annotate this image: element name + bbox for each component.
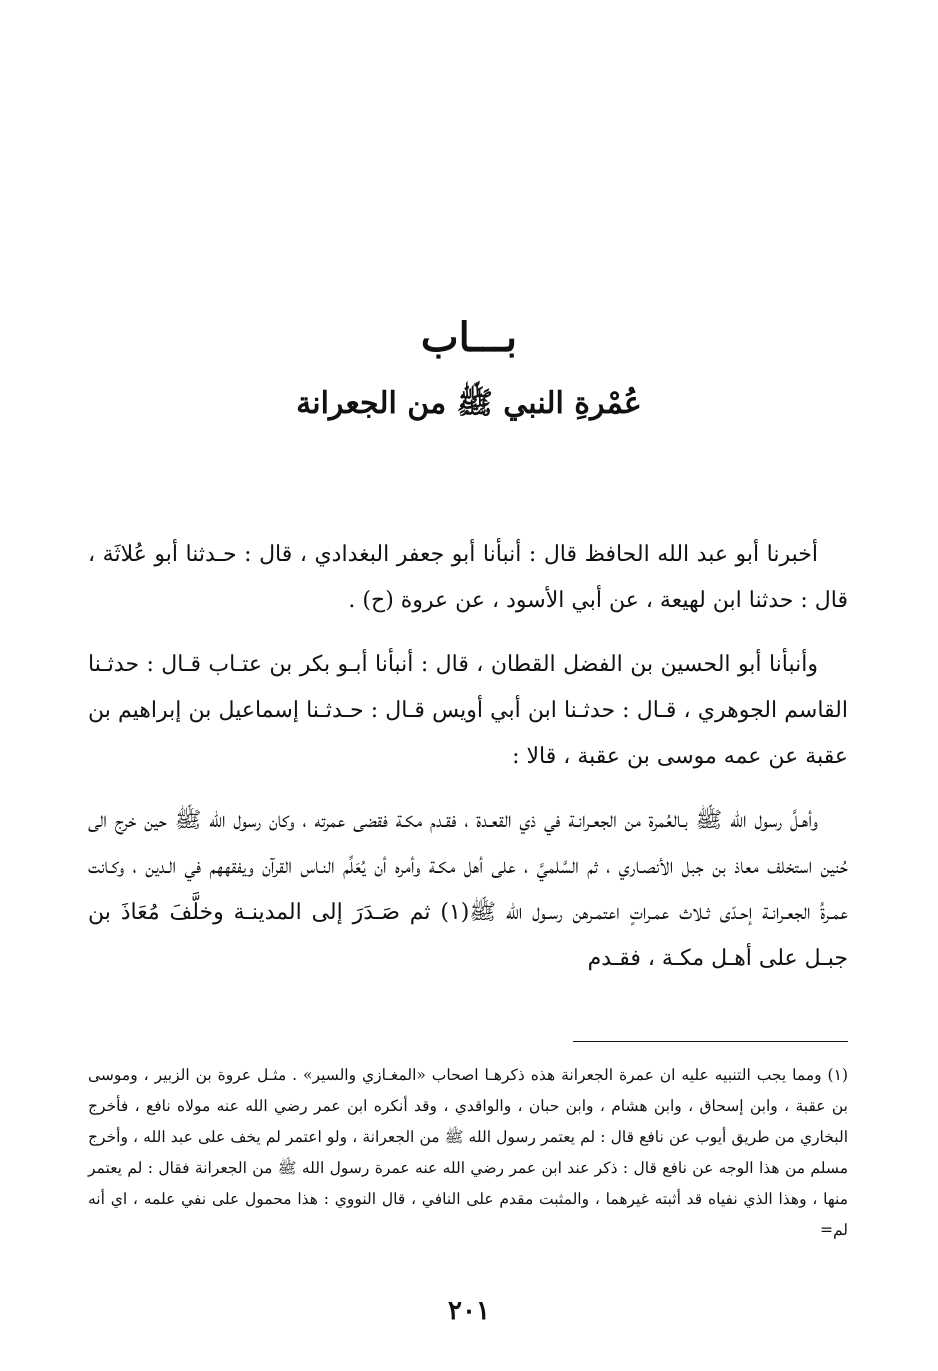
- paragraph-isnad-1: أخبرنا أبو عبد الله الحافظ قال : أنبأنا أبو جعفر البغدادي ، قال : حـدثنا أبو عُلاثَة ، قال : حدثنا ابن لهيعة ، عن أبي الأسود ، عن عروة (ح) .: [88, 542, 848, 613]
- main-text: [88, 532, 848, 982]
- chapter-title: عُمْرةِ النبي ﷺ من الجعرانة: [296, 386, 642, 421]
- paragraph-isnad-2: وأنبأنا أبو الحسين بن الفضل القطان ، قال : أنبأنا أبـو بكر بن عتـاب قـال : حدثـنا القاسم الجوهري ، قـال : حدثـنا ابن أبي أويس قـال : حـدثـنا إسماعيل بن إبراهيم بن عقبة عن عمه موسى بن عقبة ، قالا :: [88, 652, 848, 769]
- footnote-1: (١) ومما يجب التنبيه عليه ان عمرة الجعرانة هذه ذكرهـا اصحاب «المغـازي والسير» . مثـل عروة بن الزبير ، وموسى بن عقبة ، وابن إسحاق ، وابن هشام ، وابن حبان ، والواقدي ، وقد أنكره ابن عمر رضي الله عنه مولاه نافع ، فأخرج البخاري من طريق أيوب عن نافع قال : لم يعتمر رسول الله ﷺ من الجعرانة ، ولو اعتمر لم يخف على عبد الله ، وأخرج مسلم من هذا الوجه عن نافع قال : ذكر عند ابن عمر رضي الله عنه عمرة رسول الله ﷺ من الجعرانة فقال : لم يعتمر منها ، وهذا الذي نفياه قد أثبته غيرهما ، والمثبت مقدم على النافي ، قال النووي : هذا محمول على نفي علمه ، اي أنه لم=: [88, 1066, 848, 1239]
- footnotes: [88, 1060, 848, 1246]
- page-number: ٢٠١: [448, 1296, 490, 1326]
- paragraph-narrative: وأهـلَّ رسول الله ﷺ بـالعُمرة من الجعـرانـة في ذي القعـدة ، فقـدم مكـة فقضى عمرته ، وكان رسول الله ﷺ حين خرج الى حُنين استخلف معاذ بن جبل الأنصـاري ، ثم السَّلميَّ ، على أهل مكـة وأمره أن يُعَلِّم النـاس القرآن ويفقههم في الـدين ، وكـانت عمـرةُ الجعـرانـة إحـدّى ثـلاث عمـراتٍ اعتمـرهن رسـول الله ﷺ(١) ثم صَـدَرَ إلى المدينـة وخلَّفَ مُعَاذَ بن جبـل على أهـل مكـة ، فقـدم: [88, 808, 848, 971]
- footnote-divider: [573, 1041, 848, 1042]
- chapter-heading: بـــاب: [420, 314, 518, 361]
